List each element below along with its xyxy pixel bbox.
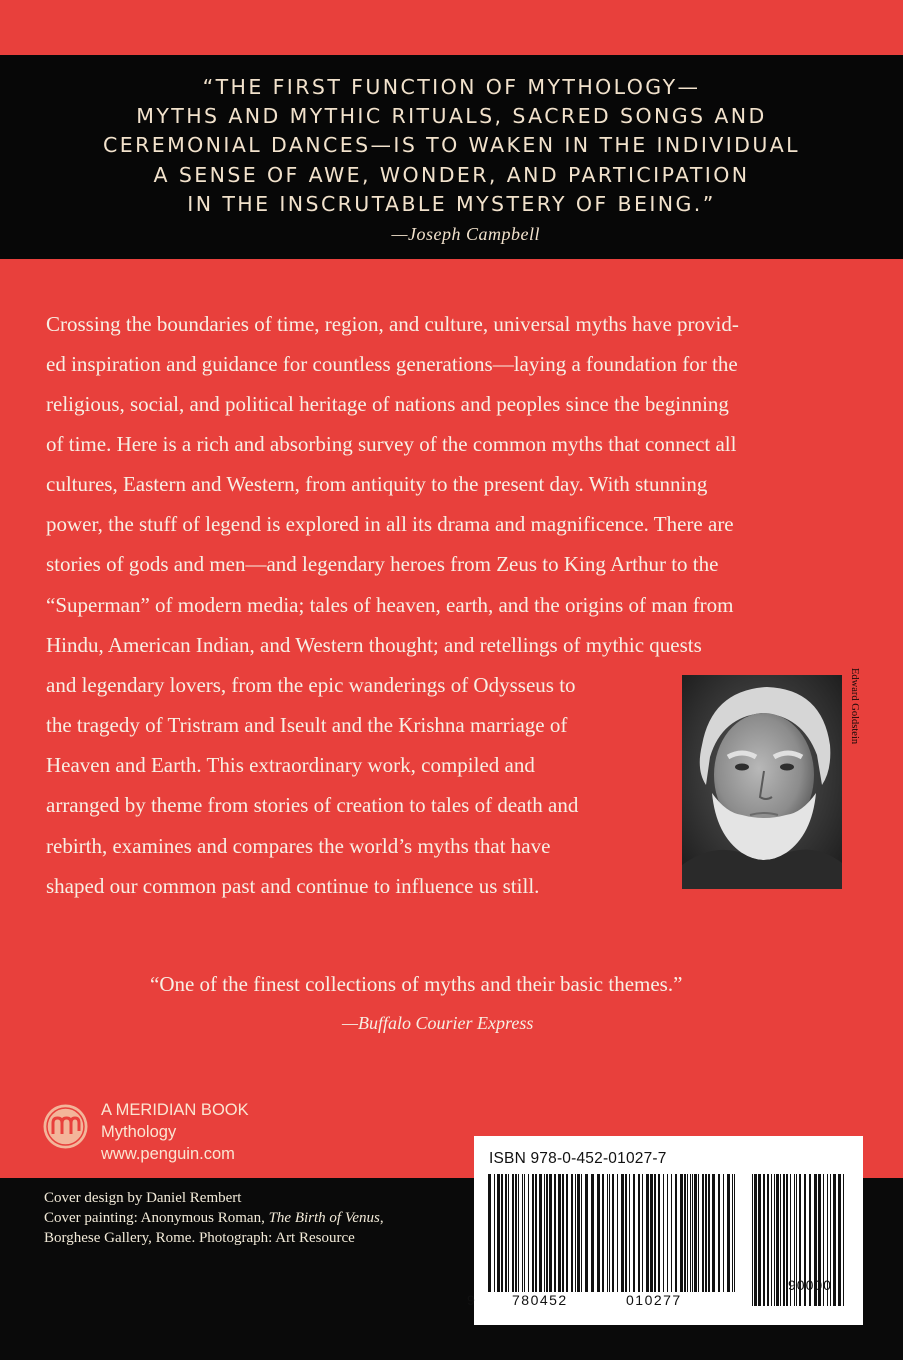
barcode-bar [602,1174,604,1292]
barcode-bar [684,1174,686,1292]
barcode-bar [549,1174,552,1292]
photograph-credit: Borghese Gallery, Rome. Photograph: Art Resource [44,1230,355,1246]
quote-attribution: —Joseph Campbell [391,224,540,244]
barcode-bar [518,1174,519,1292]
photo-credit: Edward Goldstein [849,668,860,745]
quote-line: CEREMONIAL DANCES—IS TO WAKEN IN THE INDIVIDUAL [103,133,800,157]
barcode-bar [642,1174,643,1292]
barcode-bar [528,1174,529,1292]
ean-barcode [488,1174,740,1292]
barcode-bar [633,1174,635,1292]
barcode-bar [539,1174,542,1292]
description-line: cultures, Eastern and Western, from antiquity to the present day. With stunning [46,472,708,496]
quote-line: “THE FIRST FUNCTION OF MYTHOLOGY— [202,75,701,99]
barcode-bar [597,1174,600,1292]
barcode-bar [774,1174,775,1306]
barcode-bar [702,1174,704,1292]
barcode-bar [708,1174,710,1292]
barcode-bar [638,1174,640,1292]
barcode-bar [752,1174,753,1306]
description-line: religious, social, and political heritage of nations and peoples since the beginning [46,392,729,416]
barcode-bar [629,1174,630,1292]
barcode-bar [625,1174,627,1292]
barcode-bar [591,1174,594,1292]
barcode-bar [675,1174,677,1292]
barcode-bar [554,1174,556,1292]
meridian-logo-icon [42,1103,89,1150]
painting-suffix: , [379,1210,384,1226]
barcode-bar [505,1174,507,1292]
description-line: Hindu, American Indian, and Western thought; and retellings of mythic quests [46,633,702,657]
endorsement-source: —Buffalo Courier Express [342,1013,534,1033]
barcode-bar [732,1174,733,1292]
barcode-bar [558,1174,561,1292]
barcode-bar [512,1174,514,1292]
barcode-bar [727,1174,730,1292]
barcode-bar [609,1174,610,1292]
barcode-bar [522,1174,523,1292]
barcode-bar [566,1174,568,1292]
publisher-category: Mythology [101,1123,177,1141]
barcode-bar [687,1174,688,1292]
barcode-bar [621,1174,624,1292]
description-line: “Superman” of modern media; tales of heaven, earth, and the origins of man from [46,593,734,617]
barcode-bar [734,1174,735,1292]
barcode-bar [690,1174,691,1292]
barcode-bar [692,1174,693,1292]
barcode-bar [612,1174,614,1292]
barcode-bar [501,1174,503,1292]
barcode-right-digits: 010277 [626,1292,682,1308]
barcode-bar [680,1174,683,1292]
description-line: stories of gods and men—and legendary heroes from Zeus to King Arthur to the [46,552,719,576]
description-line: ed inspiration and guidance for countless generations—laying a foundation for the [46,352,738,376]
barcode-bar [705,1174,707,1292]
description-line: Crossing the boundaries of time, region, and culture, universal myths have provid- [46,312,739,336]
barcode-bar [780,1174,781,1306]
endorsement-quote: “One of the finest collections of myths and their basic themes.” [150,972,683,996]
barcode-first-digit: 9 [467,1292,475,1308]
description-line: of time. Here is a rich and absorbing survey of the common myths that connect all [46,432,737,456]
barcode-bar [694,1174,697,1292]
barcode-bar [663,1174,664,1292]
barcode-bar [488,1174,491,1292]
quote-line: IN THE INSCRUTABLE MYSTERY OF BEING.” [187,192,716,216]
barcode-bar [508,1174,509,1292]
barcode-bar [783,1174,785,1306]
barcode-bar [577,1174,580,1292]
barcode-bar [544,1174,545,1292]
barcode-bar [607,1174,608,1292]
barcode-bar [575,1174,576,1292]
barcode-bar [535,1174,537,1292]
barcode-bar [833,1174,836,1306]
barcode-bar [581,1174,582,1292]
cover-painting-credit [44,1210,384,1227]
barcode-bar [546,1174,548,1292]
barcode-bar [617,1174,618,1292]
barcode-bar [532,1174,534,1292]
barcode-bar [562,1174,564,1292]
barcode-bar [524,1174,525,1292]
barcode-bar [758,1174,761,1306]
quote-line: A SENSE OF AWE, WONDER, AND PARTICIPATION [153,163,750,187]
barcode-bar [718,1174,720,1292]
barcode-bar [767,1174,769,1306]
barcode-bar [843,1174,844,1306]
barcode-bar [838,1174,841,1306]
barcode-box [467,1136,863,1325]
painting-title: The Birth of Venus [268,1210,380,1226]
barcode-bar [658,1174,660,1292]
isbn-number: ISBN 978-0-452-01027-7 [489,1150,667,1167]
publisher-website[interactable]: www.penguin.com [101,1145,235,1163]
barcode-bar [723,1174,724,1292]
barcode-left-digits: 780452 [512,1292,568,1308]
description-line: Heaven and Earth. This extraordinary work, compiled and [46,753,535,777]
barcode-bar [497,1174,500,1292]
description-line: arranged by theme from stories of creation to tales of death and [46,793,579,817]
barcode-bar [712,1174,715,1292]
publisher-imprint: A MERIDIAN BOOK [101,1101,249,1119]
barcode-bar [585,1174,588,1292]
description-line: power, the stuff of legend is explored in all its drama and magnificence. There are [46,512,734,536]
barcode-bar [671,1174,672,1292]
author-photo [682,675,842,889]
barcode-bar [646,1174,649,1292]
barcode-bar [650,1174,653,1292]
cover-design-credit: Cover design by Daniel Rembert [44,1190,242,1206]
barcode-bar [754,1174,757,1306]
price-code: 90000 [788,1277,832,1293]
description-line: the tragedy of Tristram and Iseult and the Krishna marriage of [46,713,568,737]
painting-prefix: Cover painting: Anonymous Roman, [44,1210,269,1226]
barcode-bar [571,1174,573,1292]
description-line: rebirth, examines and compares the world’s myths that have [46,834,551,858]
barcode-bar [763,1174,765,1306]
barcode-bar [771,1174,772,1306]
barcode-bar [494,1174,495,1292]
barcode-bar [698,1174,699,1292]
description-line: shaped our common past and continue to influence us still. [46,874,540,898]
barcode-bar [654,1174,656,1292]
barcode-bar [667,1174,668,1292]
barcode-bar [515,1174,517,1292]
quote-line: MYTHS AND MYTHIC RITUALS, SACRED SONGS AND [136,104,767,128]
description-line: and legendary lovers, from the epic wanderings of Odysseus to [46,673,576,697]
barcode-bar [776,1174,779,1306]
